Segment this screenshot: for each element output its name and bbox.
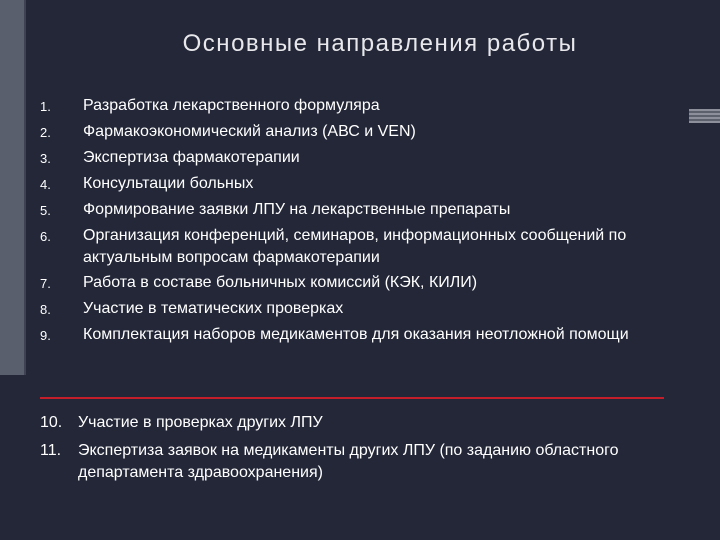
list-item <box>40 225 680 269</box>
list-item <box>40 298 680 321</box>
item-number: 8. <box>40 302 51 317</box>
slide-title: Основные направления работы <box>182 30 578 57</box>
item-text: Участие в проверках других ЛПУ <box>78 414 323 431</box>
item-text: Участие в тематических проверках <box>83 300 344 317</box>
item-number: 7. <box>40 276 51 291</box>
red-separator-line <box>40 397 664 399</box>
list-item <box>40 324 680 347</box>
list-item <box>40 121 680 144</box>
item-number: 6. <box>40 229 51 244</box>
item-text: Работа в составе больничных комиссий (КЭК, КИЛИ) <box>83 274 478 291</box>
item-number: 11. <box>40 442 62 459</box>
item-number: 5. <box>40 203 51 218</box>
item-text: Экспертиза заявок на медикаменты других ЛПУ (по заданию областного департамента здравоохранения) <box>78 442 619 481</box>
directions-list <box>40 95 680 350</box>
item-text: Консультации больных <box>83 175 254 192</box>
item-number: 1. <box>40 99 51 114</box>
item-number: 3. <box>40 151 51 166</box>
list-item <box>40 412 680 434</box>
list-item <box>40 199 680 222</box>
item-text: Фармакоэкономический анализ (АВС и VEN) <box>83 123 416 140</box>
item-text: Формирование заявки ЛПУ на лекарственные препараты <box>83 201 511 218</box>
item-text: Организация конференций, семинаров, информационных сообщений по актуальным вопросам фармакотерапии <box>83 227 627 266</box>
right-striped-accent <box>689 109 720 123</box>
item-number: 9. <box>40 328 51 343</box>
item-number: 4. <box>40 177 51 192</box>
list-item <box>40 95 680 118</box>
list-item <box>40 147 680 170</box>
list-item <box>40 272 680 295</box>
item-text: Разработка лекарственного формуляра <box>83 97 380 114</box>
extra-directions-list <box>40 412 680 490</box>
item-text: Комплектация наборов медикаментов для оказания неотложной помощи <box>83 326 629 343</box>
list-item <box>40 173 680 196</box>
item-number: 10. <box>40 414 63 431</box>
list-item <box>40 440 680 484</box>
item-text: Экспертиза фармакотерапии <box>83 149 300 166</box>
item-number: 2. <box>40 125 51 140</box>
